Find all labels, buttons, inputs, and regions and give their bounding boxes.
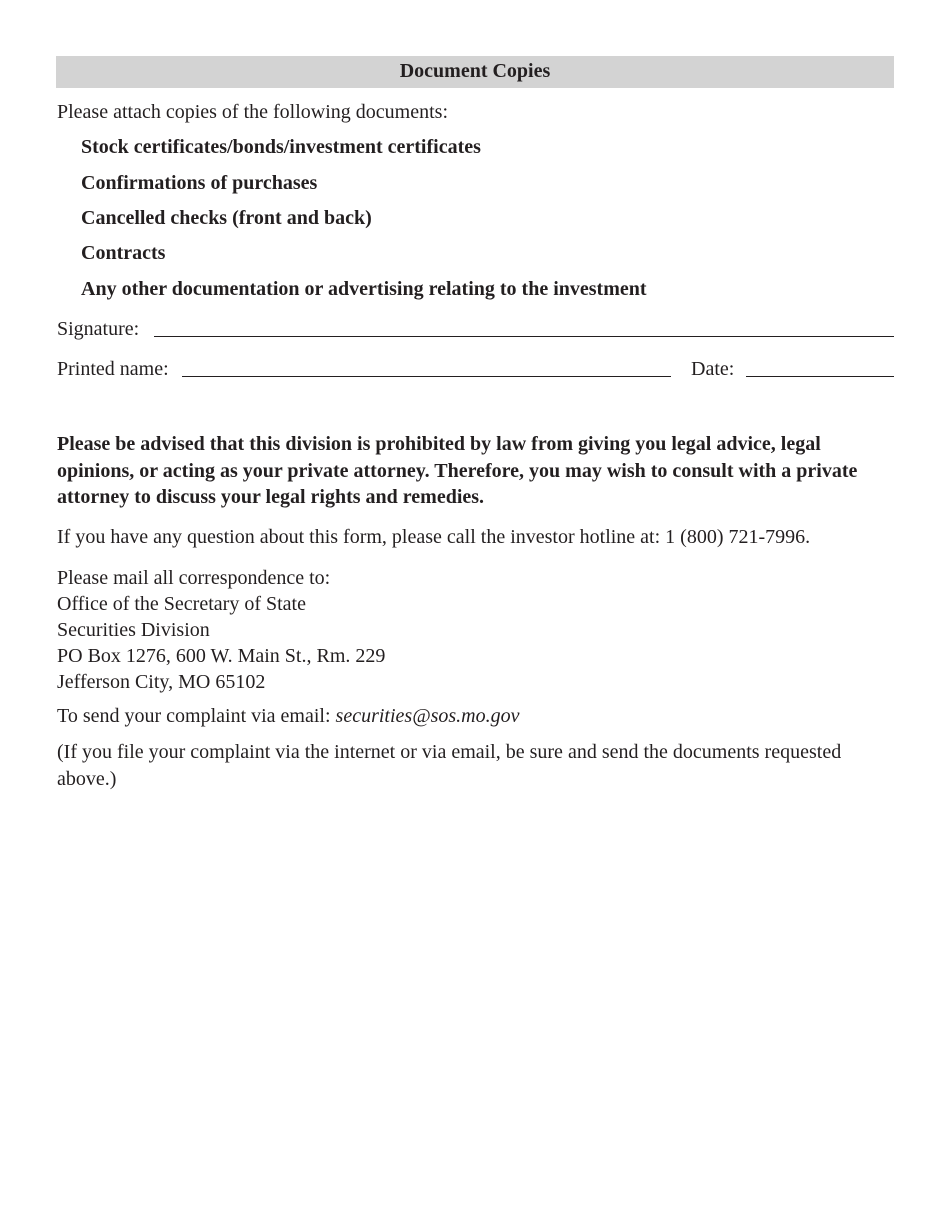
section-header: Document Copies [56,56,894,88]
date-label: Date: [691,358,735,380]
signature-line[interactable] [154,336,894,337]
address-line: Jefferson City, MO 65102 [57,671,266,693]
signature-label: Signature: [57,318,140,340]
attach-intro: Please attach copies of the following documents: [57,101,449,123]
hotline-text: If you have any question about this form, please call the investor hotline at: 1 (800) 721-7996. [57,526,811,548]
document-item: Any other documentation or advertising relating to the investment [81,278,647,300]
address-line: Office of the Secretary of State [57,593,306,615]
mailing-address-block [57,565,385,695]
legal-advice-notice: Please be advised that this division is prohibited by law from giving you legal advice, legal opinions, or acting as your private attorney. Therefore, you may wish to consult with a private attorney to discuss your legal rights and remedies. [57,433,858,508]
footnote-text: (If you file your complaint via the internet or via email, be sure and send the documents requested above.) [57,741,842,790]
email-line [57,704,519,728]
address-line: Securities Division [57,619,210,641]
printed-name-label: Printed name: [57,358,169,380]
document-item: Cancelled checks (front and back) [81,207,372,229]
document-item: Stock certificates/bonds/investment certificates [81,136,481,158]
document-item: Contracts [81,242,166,264]
address-line: PO Box 1276, 600 W. Main St., Rm. 229 [57,645,386,667]
email-label: To send your complaint via email: [57,705,331,727]
document-item: Confirmations of purchases [81,172,318,194]
printed-name-line[interactable] [182,376,671,377]
date-line[interactable] [746,376,894,377]
email-link[interactable]: securities@sos.mo.gov [335,705,520,727]
mail-intro: Please mail all correspondence to: [57,567,331,589]
